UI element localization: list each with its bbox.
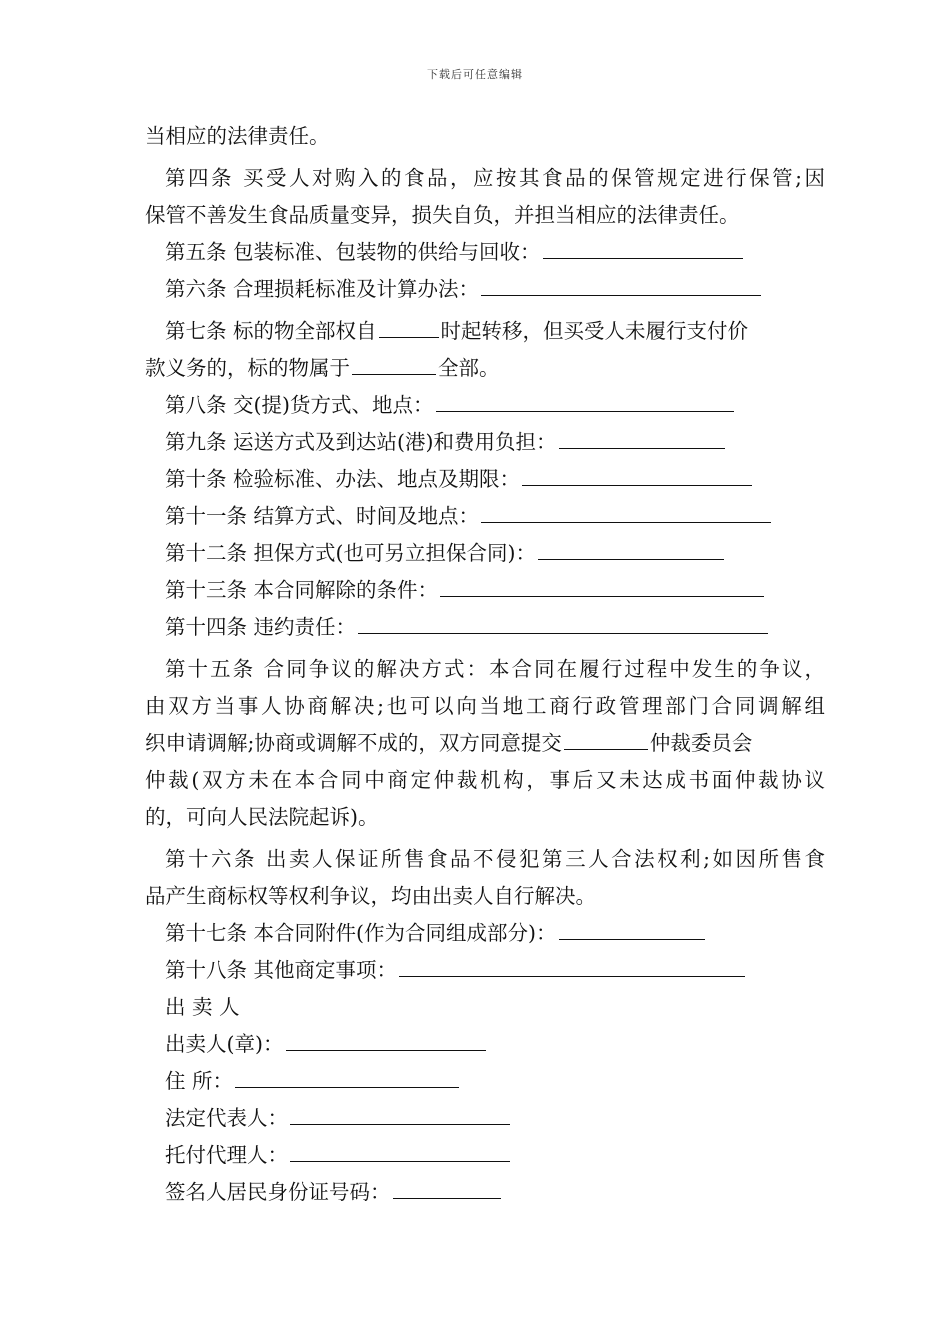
article-15-text-b: 仲裁委员会 bbox=[649, 731, 753, 755]
article-15-line-2: 由双方当事人协商解决;也可以向当地工商行政管理部门合同调解组 bbox=[145, 694, 825, 718]
article-18-label: 第十八条 其他商定事项： bbox=[165, 958, 398, 982]
seller-id-number-label: 签名人居民身份证号码： bbox=[165, 1180, 391, 1204]
article-17 bbox=[145, 915, 825, 952]
seller-address bbox=[145, 1063, 825, 1100]
seller-seal-blank[interactable] bbox=[286, 1049, 486, 1051]
article-9-label: 第九条 运送方式及到达站(港)和费用负担： bbox=[165, 430, 557, 454]
seller-id-number bbox=[145, 1174, 825, 1211]
article-15-line-5: 的，可向人民法院起诉)。 bbox=[145, 805, 379, 829]
article-18 bbox=[145, 952, 825, 989]
article-5-blank[interactable] bbox=[543, 257, 743, 259]
article-7-line-1 bbox=[145, 313, 825, 350]
article-7-text-d: 全部。 bbox=[438, 356, 500, 380]
article-7-blank-2[interactable] bbox=[352, 373, 436, 375]
article-12-blank[interactable] bbox=[538, 558, 724, 560]
article-15-line-3 bbox=[145, 725, 825, 762]
article-5-label: 第五条 包装标准、包装物的供给与回收： bbox=[165, 240, 541, 264]
article-7-blank-1[interactable] bbox=[379, 336, 439, 338]
article-15-text-a: 织申请调解;协商或调解不成的，双方同意提交 bbox=[145, 731, 562, 755]
seller-heading: 出 卖 人 bbox=[165, 995, 240, 1019]
article-9-blank[interactable] bbox=[559, 447, 725, 449]
article-17-blank[interactable] bbox=[559, 938, 705, 940]
article-18-blank[interactable] bbox=[399, 975, 745, 977]
article-8 bbox=[145, 387, 825, 424]
article-13-blank[interactable] bbox=[440, 595, 764, 597]
seller-legal-rep-blank[interactable] bbox=[290, 1123, 510, 1125]
article-10-blank[interactable] bbox=[522, 484, 752, 486]
article-11 bbox=[145, 498, 825, 535]
article-14-label: 第十四条 违约责任： bbox=[165, 615, 357, 639]
article-15-blank[interactable] bbox=[564, 748, 648, 750]
article-7-line-2 bbox=[145, 350, 825, 387]
article-17-label: 第十七条 本合同附件(作为合同组成部分)： bbox=[165, 921, 557, 945]
article-14 bbox=[145, 609, 825, 646]
article-5 bbox=[145, 234, 825, 271]
seller-address-label: 住 所： bbox=[165, 1069, 234, 1093]
seller-id-number-blank[interactable] bbox=[393, 1197, 501, 1199]
article-8-blank[interactable] bbox=[436, 410, 734, 412]
article-15-line-4: 仲裁(双方未在本合同中商定仲裁机构，事后又未达成书面仲裁协议 bbox=[145, 768, 825, 792]
article-15-line-1: 第十五条 合同争议的解决方式：本合同在履行过程中发生的争议， bbox=[165, 657, 825, 681]
seller-legal-rep bbox=[145, 1100, 825, 1137]
seller-agent-label: 托付代理人： bbox=[165, 1143, 288, 1167]
article-3-tail: 当相应的法律责任。 bbox=[145, 124, 330, 148]
article-13 bbox=[145, 572, 825, 609]
article-6 bbox=[145, 271, 825, 308]
article-14-blank[interactable] bbox=[358, 632, 768, 634]
article-10 bbox=[145, 461, 825, 498]
article-16-line-1: 第十六条 出卖人保证所售食品不侵犯第三人合法权利;如因所售食 bbox=[165, 847, 825, 871]
article-11-blank[interactable] bbox=[481, 521, 771, 523]
article-10-label: 第十条 检验标准、办法、地点及期限： bbox=[165, 467, 521, 491]
article-16-line-2: 品产生商标权等权利争议，均由出卖人自行解决。 bbox=[145, 884, 596, 908]
article-7-text-b: 时起转移，但买受人未履行支付价 bbox=[440, 319, 749, 343]
page-header: 下载后可任意编辑 bbox=[427, 68, 523, 81]
article-4-line-1: 第四条 买受人对购入的食品，应按其食品的保管规定进行保管;因 bbox=[165, 166, 825, 190]
article-13-label: 第十三条 本合同解除的条件： bbox=[165, 578, 439, 602]
article-8-label: 第八条 交(提)货方式、地点： bbox=[165, 393, 434, 417]
seller-seal-label: 出卖人(章)： bbox=[165, 1032, 284, 1056]
article-6-label: 第六条 合理损耗标准及计算办法： bbox=[165, 277, 480, 301]
article-11-label: 第十一条 结算方式、时间及地点： bbox=[165, 504, 480, 528]
seller-address-blank[interactable] bbox=[235, 1086, 459, 1088]
article-7-text-a: 第七条 标的物全部权自 bbox=[165, 319, 377, 343]
article-7-text-c: 款义务的，标的物属于 bbox=[145, 356, 350, 380]
contract-body bbox=[145, 118, 825, 1211]
article-9 bbox=[145, 424, 825, 461]
article-12-label: 第十二条 担保方式(也可另立担保合同)： bbox=[165, 541, 537, 565]
seller-agent-blank[interactable] bbox=[290, 1160, 510, 1162]
seller-agent bbox=[145, 1137, 825, 1174]
article-4-line-2: 保管不善发生食品质量变异，损失自负，并担当相应的法律责任。 bbox=[145, 203, 740, 227]
seller-legal-rep-label: 法定代表人： bbox=[165, 1106, 288, 1130]
article-6-blank[interactable] bbox=[481, 294, 761, 296]
seller-seal bbox=[145, 1026, 825, 1063]
article-12 bbox=[145, 535, 825, 572]
